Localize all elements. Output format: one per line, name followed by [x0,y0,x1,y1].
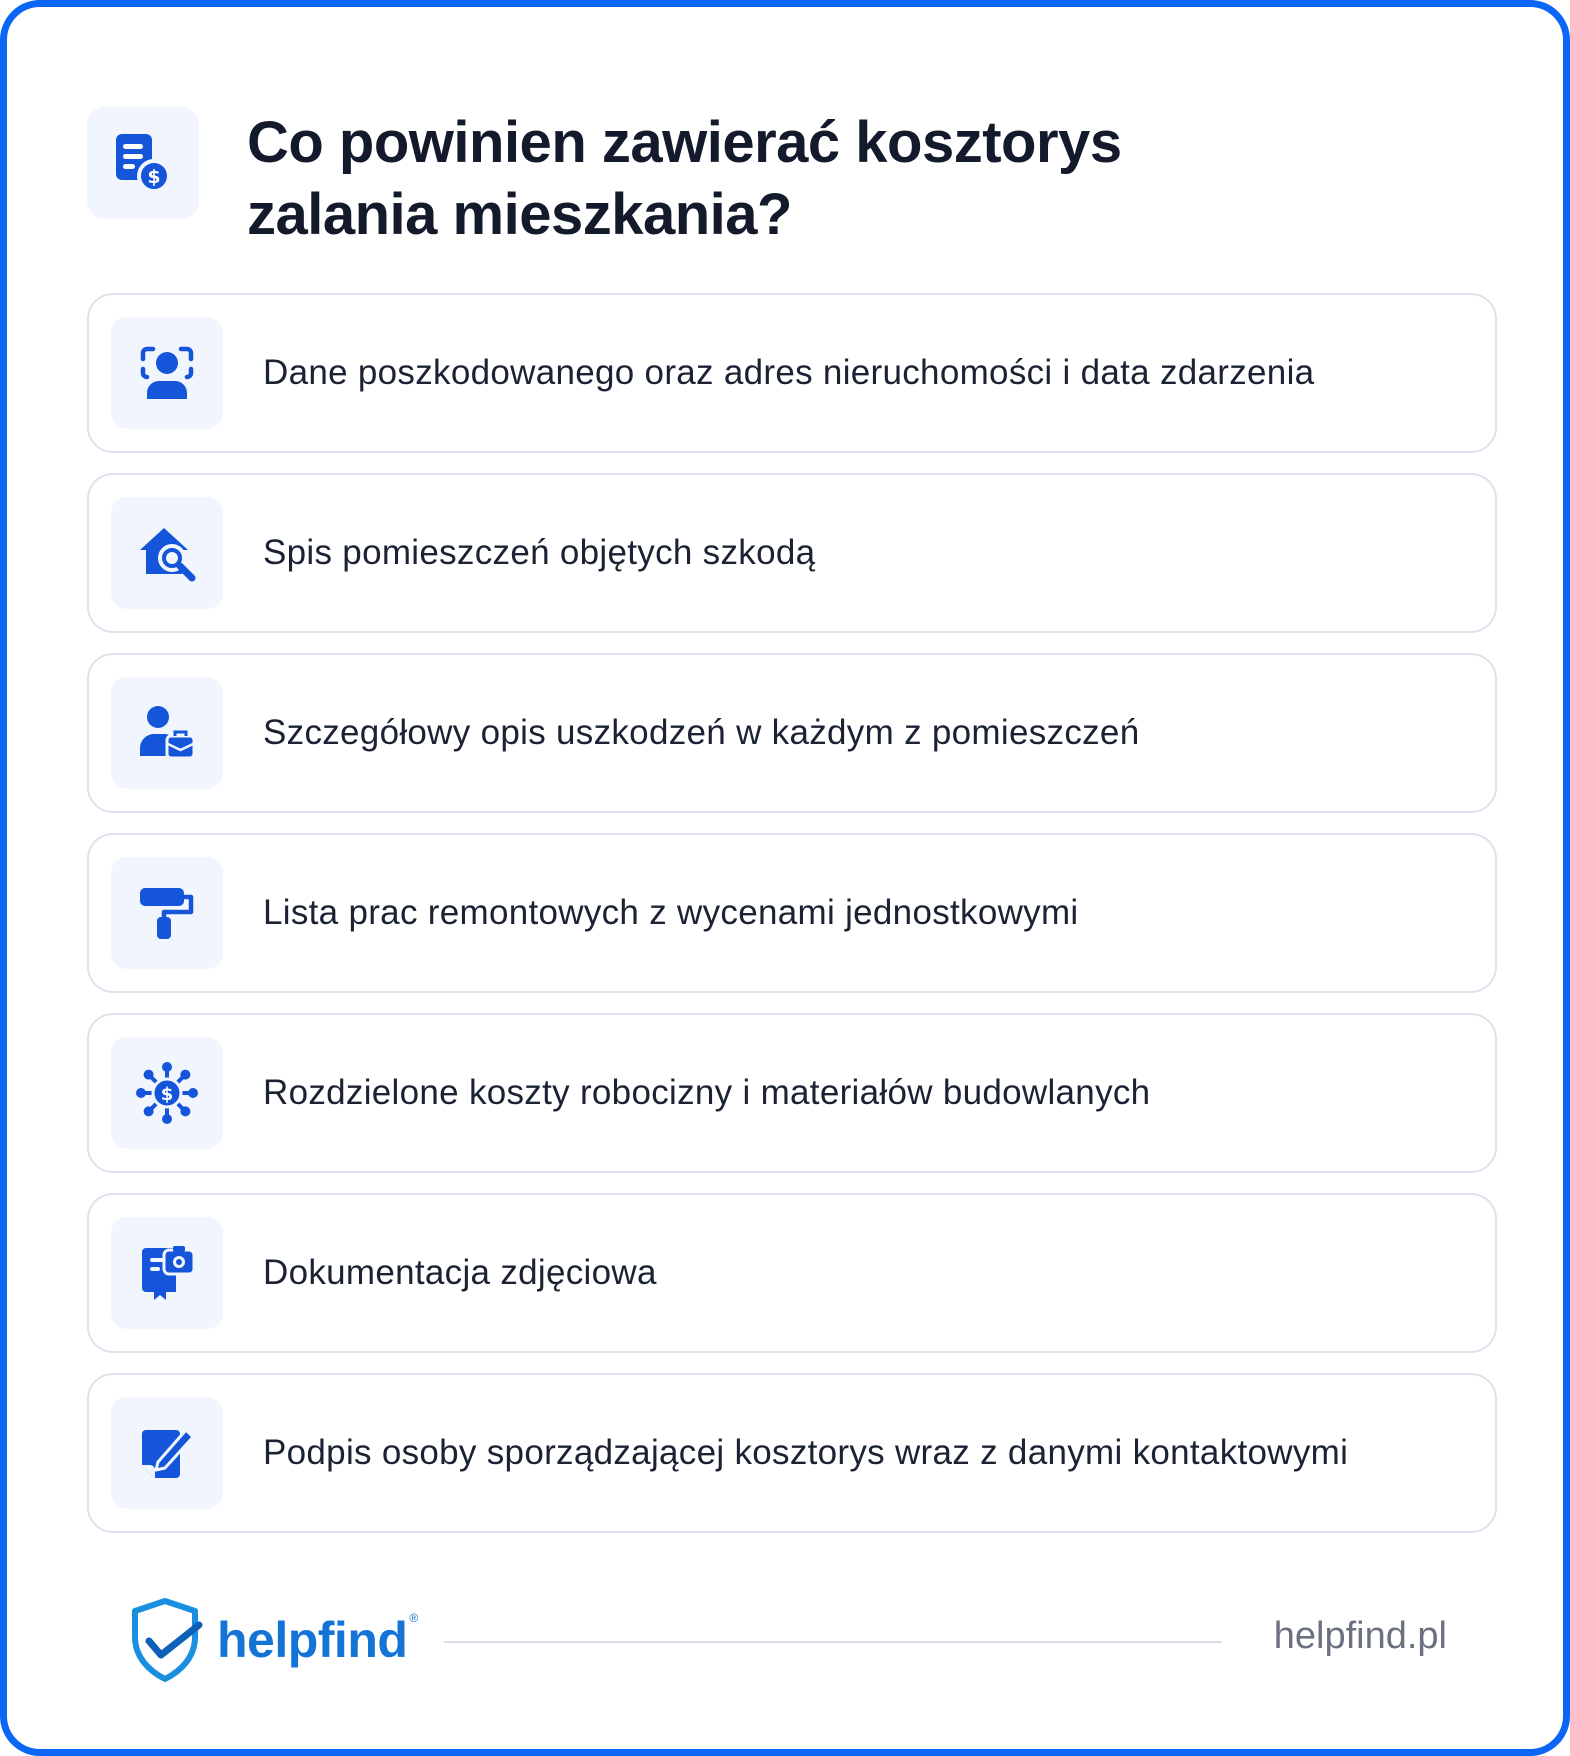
shield-check-icon [127,1597,203,1683]
item-text: Lista prac remontowych z wycenami jednostkowymi [263,893,1079,932]
list-item [87,833,1497,993]
money-network-icon [111,1037,223,1149]
page-title: Co powinien zawierać kosztorys zalania mieszkania? [247,110,1122,247]
person-briefcase-icon [111,677,223,789]
item-text: Spis pomieszczeń objętych szkodą [263,533,816,572]
header [87,107,1227,251]
list-item [87,1373,1497,1533]
list-item [87,1193,1497,1353]
brand-name: helpfind ® [217,1611,418,1668]
item-text: Szczegółowy opis uszkodzeń w każdym z pomieszczeń [263,713,1140,752]
person-scan-icon [111,317,223,429]
house-search-icon [111,497,223,609]
checklist [87,293,1497,1553]
paint-roller-icon [111,857,223,969]
svg-text:$: $ [147,166,161,188]
list-item [87,473,1497,633]
list-item [87,653,1497,813]
list-item [87,1013,1497,1173]
item-text: Podpis osoby sporządzającej kosztorys wraz z danymi kontaktowymi [263,1433,1349,1472]
svg-text:$: $ [160,1084,174,1105]
invoice-dollar-icon [87,107,199,219]
item-text: Rozdzielone koszty robocizny i materiałów budowlanych [263,1073,1151,1112]
item-text: Dane poszkodowanego oraz adres nieruchomości i data zdarzenia [263,353,1315,392]
divider [444,1641,1222,1643]
footer [127,1597,1447,1687]
item-text: Dokumentacja zdjęciowa [263,1253,657,1292]
photo-document-icon [111,1217,223,1329]
list-item [87,293,1497,453]
helpfind-logo [127,1597,418,1683]
signature-document-icon [111,1397,223,1509]
website-url: helpfind.pl [1273,1615,1447,1657]
